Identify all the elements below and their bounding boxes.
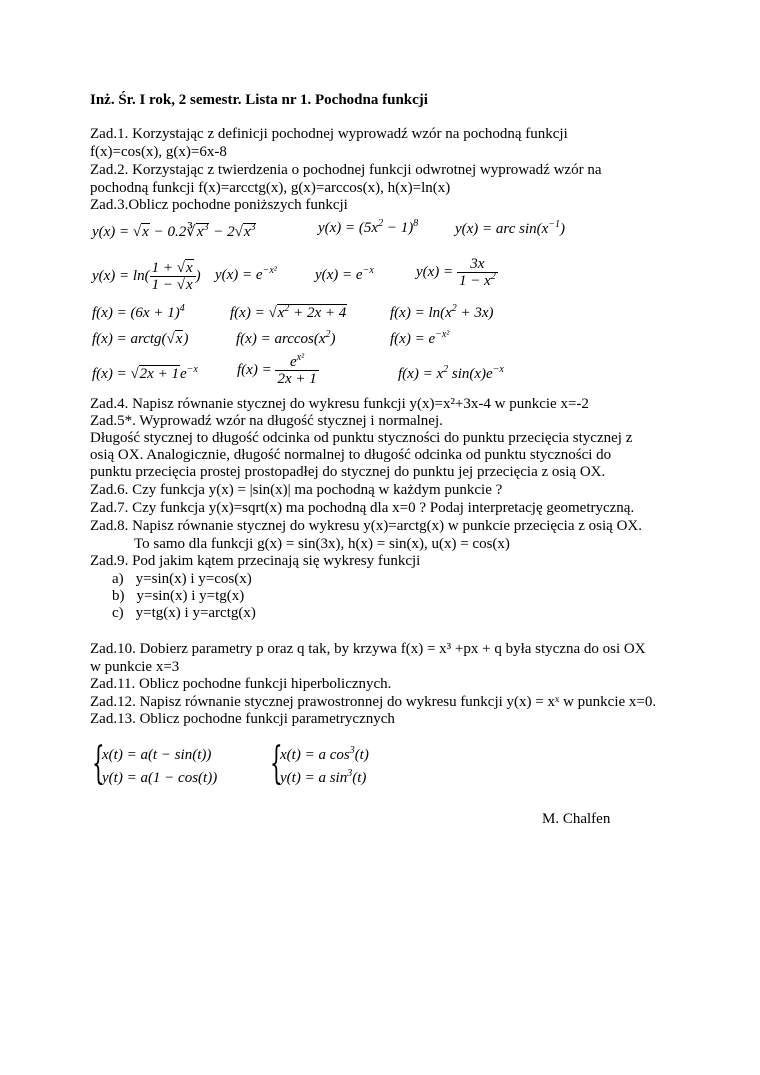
list-item-a — [112, 571, 252, 588]
list-text: y=tg(x) i y=arctg(x) — [135, 605, 256, 621]
formula-8: $f(x) = (6x + 1)^4$ — [92, 303, 185, 321]
list-text: y=sin(x) i y=cos(x) — [135, 571, 252, 587]
formula-10: $f(x) = \ln(x^2 + 3x)$ — [390, 303, 494, 321]
task-12: Zad.12. Napisz równanie stycznej prawostronnej do wykresu funkcji y(x) = xˣ w punkcie x=0. — [90, 694, 657, 710]
task-10-line-2: w punkcie x=3 — [90, 659, 180, 675]
task-1-line-1: Zad.1. Korzystając z definicji pochodnej wyprowadź wzór na pochodną funkcji — [90, 126, 568, 142]
formula-12: $f(x) = \arccos(x^2)$ — [236, 329, 336, 347]
task-2-line-1: Zad.2. Korzystając z twierdzenia o pochodnej funkcji odwrotnej wyprowadź wzór na — [90, 162, 602, 178]
brace-icon: { — [270, 738, 283, 789]
formula-4: y(x) = ln( $\frac{1 + √x}{1 - √x}$ ) — [92, 260, 201, 294]
task-10: Zad.10. Dobierz parametry p oraz q tak, by krzywa f(x) = x³ +px + q była styczna do osi OX — [90, 641, 646, 657]
task-11: Zad.11. Oblicz pochodne funkcji hiperbolicznych. — [90, 676, 392, 692]
task-5-line-1: Długość stycznej to długość odcinka od punktu styczności do punktu przecięcia stycznej z — [90, 430, 633, 446]
formula-14: $f(x) = √2x + 1e^{-x}$ — [92, 364, 198, 382]
system-1-eq-2: y(t) = a(1 − cos(t)) — [102, 770, 218, 786]
formula-1: $y(x) = √x - 0.2∛x^3 - 2√x^3$ — [92, 222, 256, 240]
system-2-eq-1: x(t) = a $\cos^3(t)$ — [280, 745, 369, 763]
task-5-line-3: punktu przecięcia prostej prostopadłej do stycznej do punktu jej przecięcia z osią OX. — [90, 464, 606, 480]
parametric-system-1 — [92, 738, 232, 792]
system-2-eq-2: y(t) = a $\sin^3(t)$ — [280, 768, 367, 786]
list-item-c — [112, 605, 256, 622]
system-1-eq-1: x(t) = a(t − sin(t)) — [102, 747, 212, 763]
formula-11: f(x) = arctg(√x) — [92, 331, 189, 347]
list-marker: c) — [112, 605, 124, 621]
author: M. Chalfen — [542, 811, 611, 827]
task-8-line-2: To samo dla funkcji g(x) = sin(3x), h(x) = sin(x), u(x) = cos(x) — [134, 536, 510, 552]
task-5: Zad.5*. Wyprowadź wzór na długość stycznej i normalnej. — [90, 413, 443, 429]
parametric-system-2 — [270, 738, 390, 792]
formula-15: f(x) = $\frac{e^{x^2}}{2x + 1}$ — [237, 352, 317, 388]
list-text: y=sin(x) i y=tg(x) — [136, 588, 245, 604]
formula-2: $y(x) = (5x^2 - 1)^8$ — [318, 218, 419, 236]
list-marker: b) — [112, 588, 125, 604]
brace-icon: { — [92, 738, 105, 789]
task-9: Zad.9. Pod jakim kątem przecinają się wykresy funkcji — [90, 553, 421, 569]
task-7: Zad.7. Czy funkcja y(x)=sqrt(x) ma pochodną dla x=0 ? Podaj interpretację geometryczną. — [90, 500, 635, 516]
formula-9: $f(x) = √x^2 + 2x + 4$ — [230, 303, 347, 321]
task-5-line-2: osią OX. Analogicznie, długość normalnej to długość odcinka od punktu styczności do — [90, 447, 612, 463]
list-marker: a) — [112, 571, 124, 587]
page-title: Inż. Śr. I rok, 2 semestr. Lista nr 1. Pochodna funkcji — [90, 92, 428, 108]
list-item-b — [112, 588, 244, 605]
formula-16: $f(x) = x^2$ $\sin(x)e^{-x}$ — [398, 364, 504, 382]
task-4: Zad.4. Napisz równanie stycznej do wykresu funkcji y(x)=x²+3x-4 w punkcie x=-2 — [90, 396, 589, 412]
task-1-line-2: f(x)=cos(x), g(x)=6x-8 — [90, 144, 227, 160]
formula-7: y(x) = $\frac{3x}{1 - x^2}$ — [416, 256, 496, 290]
task-13: Zad.13. Oblicz pochodne funkcji parametrycznych — [90, 711, 395, 727]
task-3-heading: Zad.3.Oblicz pochodne poniższych funkcji — [90, 197, 348, 213]
task-6: Zad.6. Czy funkcja y(x) = |sin(x)| ma pochodną w każdym punkcie ? — [90, 482, 503, 498]
task-2-line-2: pochodną funkcji f(x)=arcctg(x), g(x)=arccos(x), h(x)=ln(x) — [90, 180, 451, 196]
formula-5: $y(x) = e^{-x^2}$ — [215, 265, 277, 283]
formula-3: y(x) = arc $\sin(x^{-1})$ — [455, 219, 566, 237]
task-8: Zad.8. Napisz równanie stycznej do wykresu y(x)=arctg(x) w punkcie przecięcia z osią OX. — [90, 518, 642, 534]
formula-13: $f(x) = e^{-x^2}$ — [390, 329, 450, 347]
formula-6: $y(x) = e^{-x}$ — [315, 265, 374, 283]
